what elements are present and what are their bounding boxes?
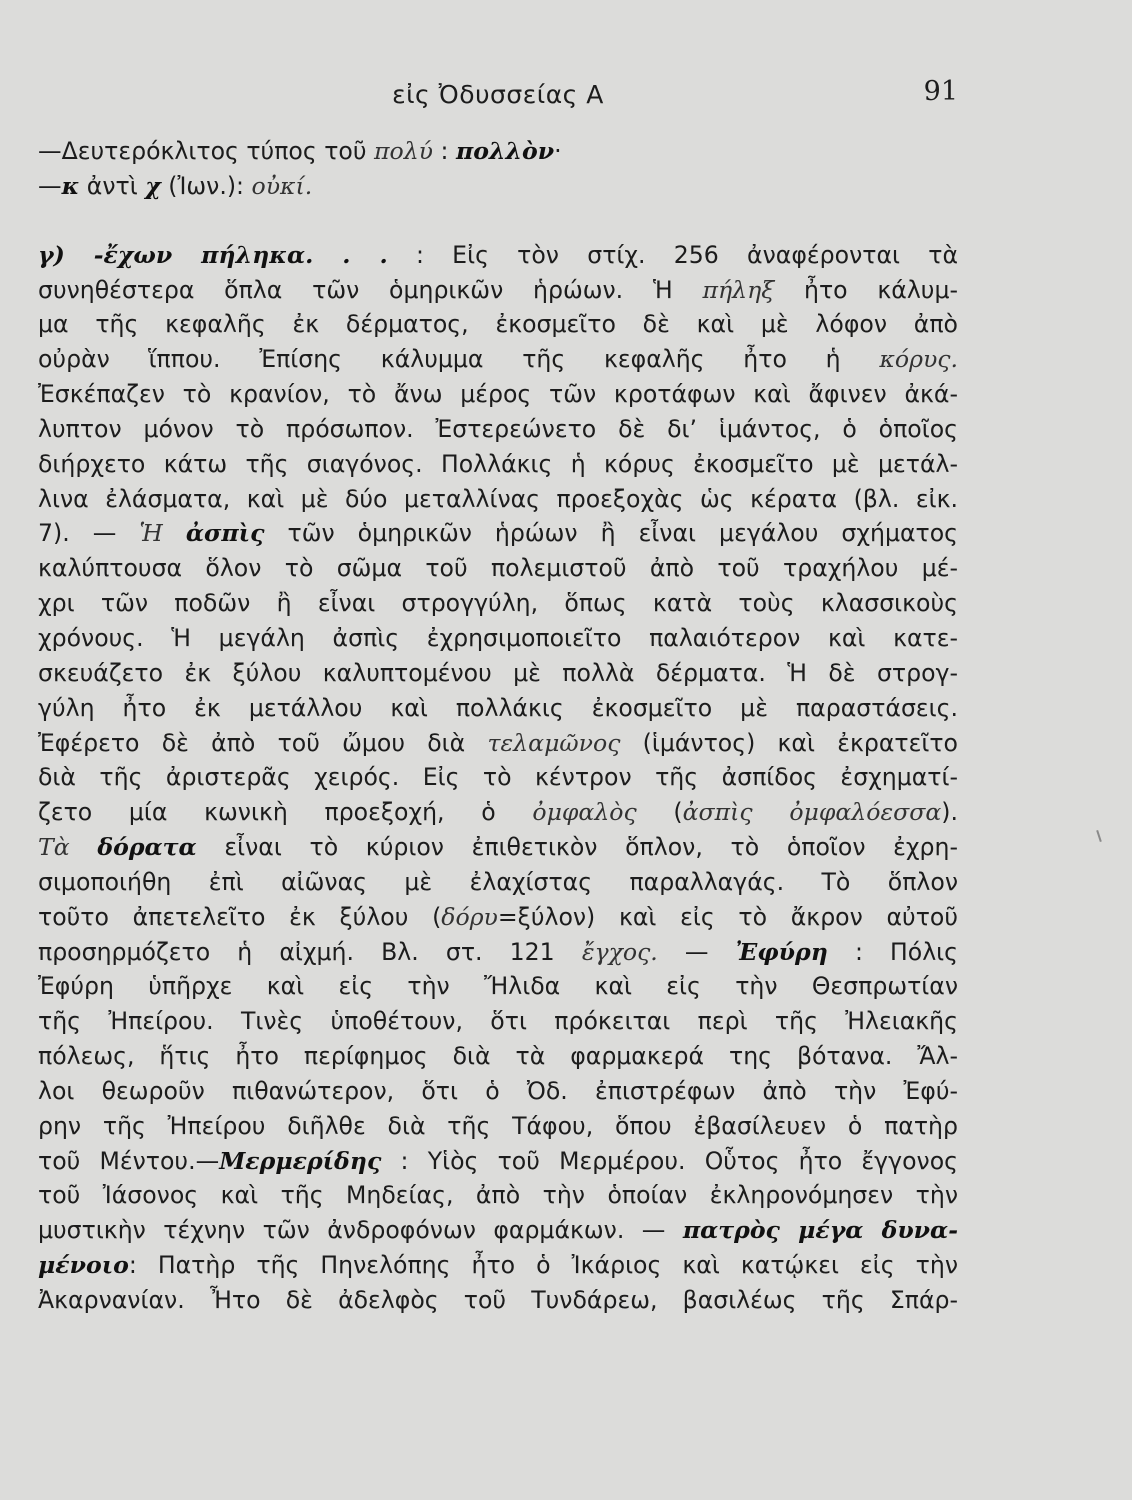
emphasized-term: τελαμῶνος [487, 728, 621, 757]
text-run: σιμοποιήθη ἐπὶ αἰῶνας μὲ ἐλαχίστας παραλλαγάς. Τὸ ὅπλον [38, 867, 958, 896]
text-run: καλύπτουσα ὅλον τὸ σῶμα τοῦ πολεμιστοῦ ἀπὸ τοῦ τραχήλου μέ- [38, 554, 958, 583]
emphasized-term: μένοιο [38, 1251, 129, 1280]
emphasized-term: δόρυ [441, 902, 498, 931]
text-line [38, 342, 958, 377]
text-run: =ξύλον) καὶ εἰς τὸ ἄκρον αὐτοῦ [497, 902, 958, 931]
text-line [38, 1248, 958, 1283]
text-run: ἦτο κάλυμ- [774, 275, 958, 304]
emphasized-term: ἔγχος. [581, 937, 658, 966]
text-line [38, 377, 958, 412]
text-line [38, 656, 958, 691]
running-title: εἰς Ὀδυσσείας Α [392, 80, 604, 109]
text-run: διὰ τῆς ἀριστερᾶς χειρός. Εἰς τὸ κέντρον τῆς ἀσπίδος ἐσχηματί- [38, 763, 958, 792]
emphasized-term: οὐκί. [251, 171, 313, 200]
emphasized-term: ἀσπὶς [185, 519, 265, 548]
emphasized-term: ὀμφαλὸς [532, 798, 637, 827]
text-run: · [554, 137, 562, 165]
text-line [38, 412, 958, 447]
text-line [38, 1178, 958, 1213]
text-line [38, 169, 958, 204]
text-run: διήρχετο κάτω τῆς σιαγόνος. Πολλάκις ἡ κόρυς ἐκοσμεῖτο μὲ μετάλ- [38, 449, 958, 478]
text-line [38, 482, 958, 517]
emphasized-term: Ἐφύρη [735, 937, 828, 966]
text-run [70, 833, 98, 861]
text-run: ζετο μία κωνικὴ προεξοχή, ὁ [38, 798, 533, 827]
text-run: λοι θεωροῦν πιθανώτερον, ὅτι ὁ Ὀδ. ἐπιστρέφων ἀπὸ τὴν Ἐφύ- [38, 1076, 958, 1105]
emphasized-term: ἀσπὶς ὀμφαλόεσσα [682, 798, 942, 827]
text-line [38, 273, 958, 308]
text-run: —Δευτερόκλιτος τύπος τοῦ [38, 137, 374, 165]
text-run: Ἐσκέπαζεν τὸ κρανίον, τὸ ἄνω μέρος τῶν κροτάφων καὶ ἄφινεν ἀκά- [38, 380, 958, 409]
text-run: χρι τῶν ποδῶν ἢ εἶναι στρογγύλη, ὅπως κατὰ τοὺς κλασσικοὺς [38, 589, 958, 618]
emphasized-term: Ἡ [139, 519, 163, 548]
emphasized-term: χ [145, 171, 161, 200]
text-line [38, 1004, 958, 1039]
text-line [38, 830, 958, 865]
emphasized-term: πολλὸν [455, 137, 555, 165]
text-run: ( [636, 798, 683, 827]
text-line [38, 134, 958, 169]
text-line [38, 795, 958, 830]
emphasized-term: κ [61, 171, 80, 200]
text-run: συνηθέστερα ὅπλα τῶν ὁμηρικῶν ἡρώων. Ἡ [38, 275, 703, 304]
text-line [38, 516, 958, 551]
emphasized-term: Μερμερίδης [219, 1146, 382, 1175]
text-line [38, 551, 958, 586]
text-line [38, 1283, 958, 1318]
text-line [38, 865, 958, 900]
text-line [38, 1144, 958, 1179]
emphasized-term: κόρυς. [879, 345, 958, 374]
margin-mark [1096, 830, 1102, 842]
text-run: λινα ἐλάσματα, καὶ μὲ δύο μεταλλίνας προεξοχὰς ὡς κέρατα (βλ. εἰκ. [38, 484, 958, 513]
text-line [38, 691, 958, 726]
text-run: οὐρὰν ἵππου. Ἐπίσης κάλυμμα τῆς κεφαλῆς ἦτο ἡ [38, 345, 880, 374]
text-line [38, 447, 958, 482]
text-run: Ἐφέρετο δὲ ἀπὸ τοῦ ὤμου διὰ [38, 728, 488, 757]
text-run: : Πατὴρ τῆς Πηνελόπης ἦτο ὁ Ἰκάριος καὶ κατῴκει εἰς τὴν [128, 1251, 958, 1280]
text-line [38, 760, 958, 795]
emphasized-term: Τὰ [38, 833, 70, 862]
text-run: γύλη ἦτο ἐκ μετάλλου καὶ πολλάκις ἐκοσμεῖτο μὲ παραστάσεις. [38, 693, 958, 722]
text-line [38, 586, 958, 621]
text-run: ἀντὶ [79, 171, 146, 200]
text-run: Ἀκαρνανίαν. Ἦτο δὲ ἀδελφὸς τοῦ Τυνδάρεω, βασιλέως τῆς Σπάρ- [38, 1286, 958, 1314]
text-run: χρόνους. Ἡ μεγάλη ἀσπὶς ἐχρησιμοποιεῖτο παλαιότερον καὶ κατε- [38, 623, 958, 652]
text-line [38, 621, 958, 656]
text-run: (ἱμάντος) καὶ ἐκρατεῖτο [620, 728, 958, 757]
emphasized-term: πήληξ [702, 275, 775, 304]
text-run: προσηρμόζετο ἡ αἰχμή. Βλ. στ. 121 [38, 937, 582, 966]
text-run: τοῦ Μέντου.— [38, 1146, 220, 1175]
text-run: : Πόλις [827, 937, 959, 966]
commentary-text [38, 134, 958, 1318]
text-line [38, 1074, 958, 1109]
text-run: εἶναι τὸ κύριον ἐπιθετικὸν ὅπλον, τὸ ὁποῖον ἐχρη- [196, 833, 958, 862]
text-run: τοῦ Ἰάσονος καὶ τῆς Μηδείας, ἀπὸ τὴν ὁποίαν ἐκληρονόμησεν τὴν [38, 1181, 958, 1210]
text-run: : Υἱὸς τοῦ Μερμέρου. Οὗτος ἦτο ἔγγονος [381, 1146, 958, 1175]
emphasized-term: πολύ [373, 137, 433, 165]
paragraph-gap [38, 204, 958, 238]
text-run: : Εἰς τὸν στίχ. 256 ἀναφέρονται τὰ [387, 240, 959, 269]
page-header [38, 76, 958, 116]
text-line [38, 307, 958, 342]
text-run: πόλεως, ἥτις ἦτο περίφημος διὰ τὰ φαρμακερά της βότανα. Ἄλ- [38, 1042, 958, 1071]
text-line [38, 900, 958, 935]
text-run: (Ἰων.): [160, 171, 252, 200]
text-run: σκευάζετο ἐκ ξύλου καλυπτομένου μὲ πολλὰ δέρματα. Ἡ δὲ στρογ- [38, 658, 958, 687]
text-line [38, 1213, 958, 1248]
text-run: 7). — [38, 519, 140, 548]
text-run: : [433, 137, 456, 165]
text-run: τῶν ὁμηρικῶν ἡρώων ἢ εἶναι μεγάλου σχήματος [264, 519, 959, 548]
text-line [38, 969, 958, 1004]
text-run: — [657, 937, 736, 966]
text-run: μυστικὴν τέχνην τῶν ἀνδροφόνων φαρμάκων. — [38, 1216, 683, 1245]
text-run: ρην τῆς Ἠπείρου διῆλθε διὰ τῆς Τάφου, ὅπου ἐβασίλευεν ὁ πατὴρ [38, 1111, 958, 1140]
text-run: μα τῆς κεφαλῆς ἐκ δέρματος, ἐκοσμεῖτο δὲ καὶ μὲ λόφον ἀπὸ [38, 310, 958, 339]
text-run: τοῦτο ἀπετελεῖτο ἐκ ξύλου ( [38, 902, 442, 931]
emphasized-term: γ) -ἔχων πήληκα. . . [38, 240, 388, 269]
page-number: 91 [923, 76, 958, 107]
text-run: — [38, 171, 62, 200]
text-line [38, 1039, 958, 1074]
text-line [38, 238, 958, 273]
text-run: ). [941, 798, 958, 827]
text-line [38, 1109, 958, 1144]
text-line [38, 726, 958, 761]
text-run [163, 519, 186, 547]
text-run: τῆς Ἠπείρου. Τινὲς ὑποθέτουν, ὅτι πρόκειται περὶ τῆς Ἠλειακῆς [38, 1007, 958, 1036]
text-run: Ἐφύρη ὑπῆρχε καὶ εἰς τὴν Ἤλιδα καὶ εἰς τὴν Θεσπρωτίαν [38, 972, 958, 1001]
text-line [38, 935, 958, 970]
emphasized-term: δόρατα [97, 833, 197, 862]
emphasized-term: πατρὸς μέγα δυνα- [682, 1216, 959, 1245]
text-run: λυπτον μόνον τὸ πρόσωπον. Ἐστερεώνετο δὲ δι’ ἱμάντος, ὁ ὁποῖος [38, 414, 958, 443]
